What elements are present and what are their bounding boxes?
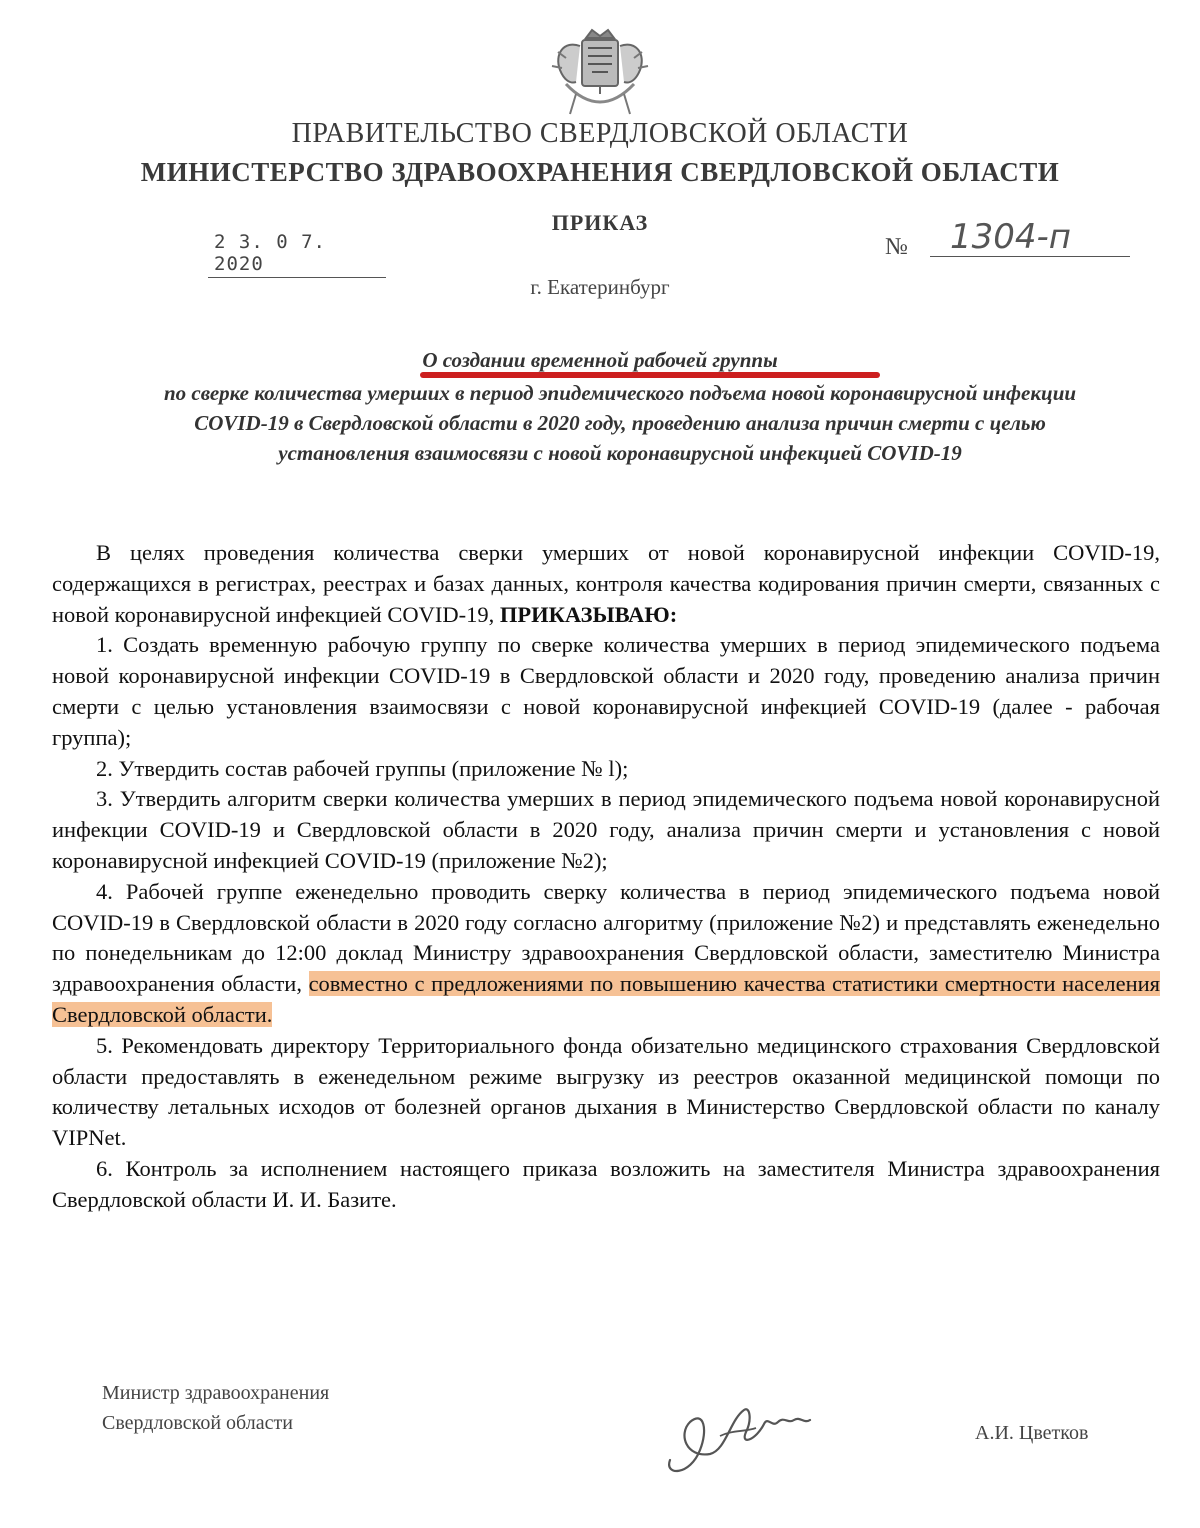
government-title: ПРАВИТЕЛЬСТВО СВЕРДЛОВСКОЙ ОБЛАСТИ <box>291 118 909 149</box>
order-title-rest: по сверке количества умерших в период эпидемического подъема новой коронавирусной инфекции COVID-19 в Свердловской области в 2020 году, проведению анализа причин смерти с целью установления взаимосвязи с новой коронавирусной инфекцией COVID-19 <box>163 381 1077 465</box>
order-date: 2 3. 0 7. 2020 <box>208 231 386 278</box>
intro-text: В целях проведения количества сверки умерших от новой коронавирусной инфекции COVID-19, содержащихся в регистрах, реестрах и базах данных, контроля качества кодирования причин смерти, связанных с новой коронавирусной инфекцией COVID-19, <box>52 540 1160 627</box>
order-title-first-line: О создании временной рабочей группы <box>422 348 778 372</box>
number-label: № <box>885 234 908 260</box>
signatory-title-line-2: Свердловской области <box>102 1412 293 1434</box>
item-4 <box>52 877 1160 1031</box>
item-4-text: 4. Рабочей группе еженедельно проводить сверку количества в период эпидемического подъема новой COVID-19 в Свердловской области в 2020 году согласно алгоритму (приложение №2) и представлять еженедельно по понедельникам до 12:00 доклад Министру здравоохранения Свердловской области, заместителю Министра здравоохранения области, <box>52 878 1160 997</box>
item-3: 3. Утвердить алгоритм сверки количества умерших в период эпидемического подъема новой коронавирусной инфекции COVID-19 и Свердловской области в 2020 году, анализа причин смерти и установления с новой коронавирусной инфекцией COVID-19 (приложение №2); <box>52 786 1160 873</box>
item-6: 6. Контроль за исполнением настоящего приказа возложить на заместителя Министра здравоохранения Свердловской области И. И. Базите. <box>52 1155 1160 1212</box>
item-5: 5. Рекомендовать директору Территориального фонда обизательно медицинского страхования Свердловской области предоставлять в еженедельном режиме выгрузку из реестров оказанной медицинской помощи по количеству летальных исходов от болезней органов дыхания в Министерство Свердловской области по каналу VIPNet. <box>52 1032 1160 1151</box>
order-body <box>52 538 1160 1216</box>
intro-paragraph <box>52 538 1160 630</box>
order-number: 1304-п <box>930 218 1130 257</box>
signatory-name: А.И. Цветков <box>975 1422 1089 1444</box>
signatory-title-line-1: Министр здравоохранения <box>102 1382 330 1404</box>
signatory-title <box>102 1378 329 1438</box>
item-1: 1. Создать временную рабочую группу по сверке количества умерших в период эпидемического подъема новой коронавирусной инфекции COVID-19 в Свердловской области и 2020 году, проведению анализа причин смерти с целью установления взаимосвязи с новой коронавирусной инфекцией COVID-19 (далее - рабочая группа); <box>52 632 1160 750</box>
intro-command: ПРИКАЗЫВАЮ: <box>499 601 678 627</box>
highlighted-text: совместно с предложениями по повышению качества статистики смертности населения Свердловской области. <box>52 971 1161 1027</box>
item-2: 2. Утвердить состав рабочей группы (приложение № l); <box>96 755 629 781</box>
document-type: ПРИКАЗ <box>551 210 649 235</box>
signature-icon <box>660 1380 890 1480</box>
coat-of-arms-icon <box>536 24 664 124</box>
ministry-title: МИНИСТЕРСТВО ЗДРАВООХРАНЕНИЯ СВЕРДЛОВСКОЙ ОБЛАСТИ <box>140 157 1060 187</box>
city: г. Екатеринбург <box>530 275 670 299</box>
